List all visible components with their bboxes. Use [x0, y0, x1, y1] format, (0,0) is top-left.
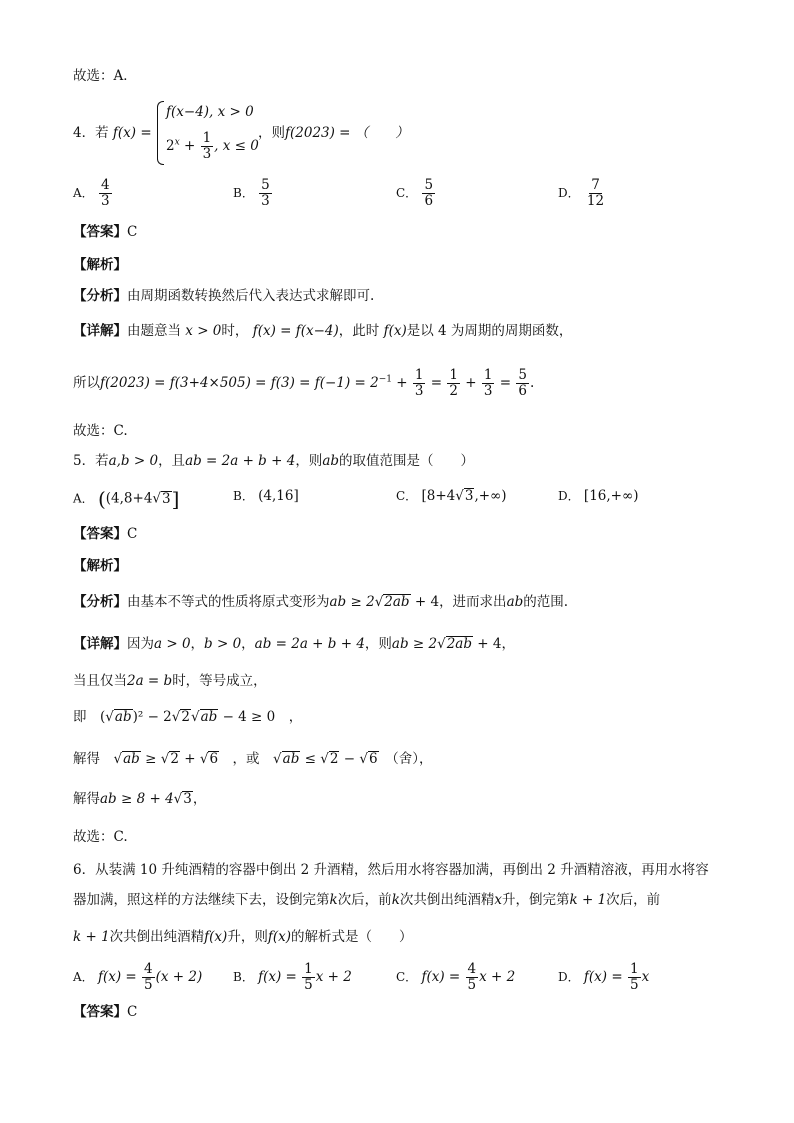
conclusion-a: 故选：A．	[73, 68, 137, 84]
question-5: 5．若a,b > 0，且ab = 2a + b + 4，则ab的取值范围是（ ）	[73, 453, 475, 469]
q6-option-b[interactable]: B． f(x) = $\frac{1}{5}$ x + 2	[233, 961, 352, 993]
q5-option-d[interactable]: D． [16,+∞)	[558, 488, 639, 504]
q5-option-b[interactable]: B． (4,16]	[233, 488, 299, 504]
q4-fenxi: 【分析】由周期函数转换然后代入表达式求解即可.	[73, 288, 375, 304]
q4-fx: f(x) =	[112, 125, 152, 141]
q5-conclusion: 故选：C.	[73, 829, 128, 845]
question-6-line-1: 6．从装满 10 升纯酒精的容器中倒出 2 升酒精，然后用水将容器加满，再倒出 2 升酒精溶液，再用水将容	[73, 862, 709, 878]
question-4-prefix	[73, 124, 152, 142]
q5-fenxi: 【分析】由基本不等式的性质将原式变形为ab ≥ 2√2ab + 4，进而求出ab的范围.	[73, 594, 569, 610]
q5-jiede: 解得 √ab ≥ √2 + √6 ，或 √ab ≤ √2 − √6 （舍），	[73, 751, 433, 767]
q5-answer: 【答案】C	[73, 526, 138, 542]
q4-if: 若	[95, 125, 109, 141]
q6-answer: 【答案】C	[73, 1004, 138, 1020]
q4-option-d[interactable]: D． $\frac{7}{12}$	[558, 177, 605, 209]
question-6-line-3: k + 1次共倒出纯酒精f(x)升，则f(x)的解析式是（ ）	[73, 929, 413, 945]
q6-option-a[interactable]: A． f(x) = $\frac{4}{5}$ (x + 2)	[73, 961, 203, 993]
q4-option-c[interactable]: C． $\frac{5}{6}$	[396, 177, 434, 209]
q5-analysis-header: 【解析】	[73, 558, 127, 574]
q4-option-a[interactable]: A． $\frac{4}{3}$	[73, 177, 110, 209]
q5-option-c[interactable]: C． [8+4√3,+∞)	[396, 488, 507, 504]
q4-case-2: $2^x$ + $\frac{1}{3}$ , x ≤ 0	[166, 130, 259, 162]
q4-suoyi: 所以$f(2023) = f(3+4\times 505) = f(3) = f(-1) = 2^{-1}$ + $\frac{1}{3}$ = $\frac{1}{2}$ + $\frac{1}{3}$ = $\frac{5}{6}$ .	[73, 367, 535, 399]
q4-option-b[interactable]: B． $\frac{5}{3}$	[233, 177, 270, 209]
q5-xiangjie: 【详解】因为a > 0，b > 0，ab = 2a + b + 4，则ab ≥ 2√2ab + 4，	[73, 636, 515, 652]
q5-equality: 当且仅当2a = b时，等号成立，	[73, 673, 267, 689]
q4-case-1: f(x−4), x > 0	[166, 104, 254, 120]
q6-option-c[interactable]: C． f(x) = $\frac{4}{5}$ x + 2	[396, 961, 516, 993]
q4-answer: 【答案】C	[73, 224, 138, 240]
q5-ji: 即 (√ab)² − 2√2√ab − 4 ≥ 0 ，	[73, 709, 303, 725]
q4-conclusion: 故选：C.	[73, 423, 128, 439]
q4-analysis-header: 【解析】	[73, 257, 127, 273]
question-number: 4．	[73, 125, 96, 141]
q6-option-d[interactable]: D． f(x) = $\frac{1}{5}$ x	[558, 961, 650, 993]
q5-option-a[interactable]: A． ((4,8+4√3]	[73, 487, 180, 511]
piecewise-brace	[157, 101, 164, 165]
question-6-line-2: 器加满，照这样的方法继续下去，设倒完第k次后，前k次共倒出纯酒精x升，倒完第k + 1次后，前	[73, 892, 661, 908]
q5-jiede-2: 解得ab ≥ 8 + 4√3，	[73, 791, 207, 807]
q4-ask: ，则f(2023) = （ ）	[258, 125, 409, 141]
q4-xiangjie: 【详解】由题意当 x > 0时， f(x) = f(x−4)，此时 f(x)是以 4 为周期的周期函数，	[73, 323, 573, 339]
